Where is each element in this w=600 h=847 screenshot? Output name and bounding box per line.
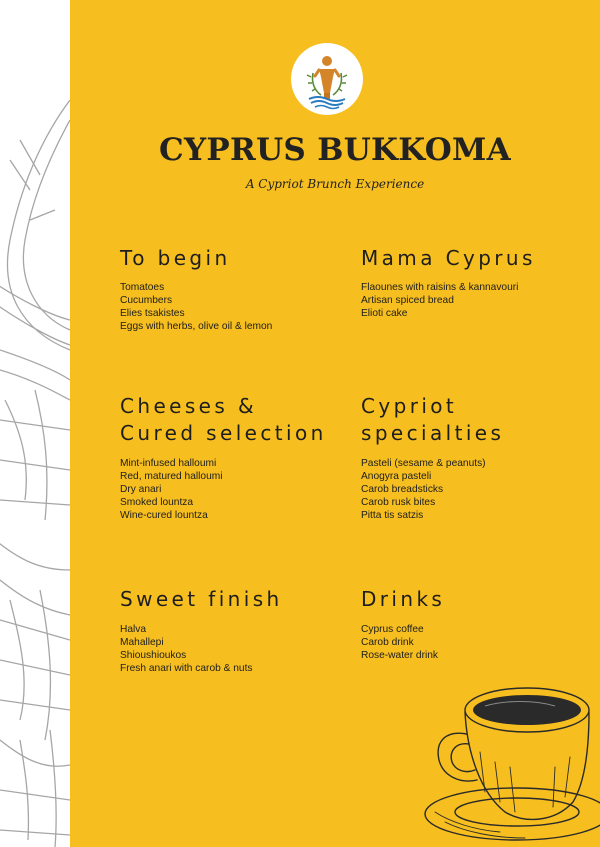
menu-item: Smoked lountza <box>120 497 194 508</box>
menu-item: Carob drink <box>361 637 414 648</box>
menu-item: Mint-infused halloumi <box>120 458 217 469</box>
menu-item: Shioushioukos <box>120 650 187 661</box>
menu-item: Elies tsakistes <box>120 308 185 319</box>
section-drinks <box>361 586 445 662</box>
menu-item: Flaounes with raisins & kannavouri <box>361 282 519 293</box>
menu-item: Fresh anari with carob & nuts <box>120 663 253 674</box>
menu-item: Halva <box>120 624 147 635</box>
menu-item: Red, matured halloumi <box>120 471 223 482</box>
section-title: Mama Cyprus <box>361 246 536 270</box>
menu-item: Pitta tis satzis <box>361 510 424 521</box>
sketch-vessel-icon <box>0 100 70 847</box>
menu-item: Pasteli (sesame & peanuts) <box>361 458 486 469</box>
section-cheeses-cured <box>120 393 327 522</box>
section-title: Drinks <box>361 587 446 611</box>
menu-item: Tomatoes <box>120 282 165 293</box>
section-title: Cheeses & Cured selection <box>120 394 327 445</box>
menu-item: Carob rusk bites <box>361 497 436 508</box>
section-mama-cyprus <box>361 245 536 320</box>
menu-item: Cucumbers <box>120 295 173 306</box>
menu-item: Artisan spiced bread <box>361 295 454 306</box>
section-title: To begin <box>120 246 231 270</box>
menu-item: Carob breadsticks <box>361 484 444 495</box>
menu-item: Dry anari <box>120 484 162 495</box>
section-title: Cypriot specialties <box>361 394 505 445</box>
idol-figure-logo-icon <box>291 43 363 115</box>
menu-item: Wine-cured lountza <box>120 510 208 521</box>
menu-item: Cyprus coffee <box>361 624 424 635</box>
section-title: Sweet finish <box>120 587 283 611</box>
menu-title: CYPRUS BUKKOMA <box>159 132 511 168</box>
menu-item: Rose-water drink <box>361 650 438 661</box>
menu-item: Anogyra pasteli <box>361 471 432 482</box>
section-to-begin <box>120 245 272 333</box>
coffee-cup-sketch-icon <box>405 672 600 847</box>
section-cypriot-specialties <box>361 393 504 522</box>
menu-item: Mahallepi <box>120 637 164 648</box>
section-sweet-finish <box>120 586 283 675</box>
menu-subtitle: A Cypriot Brunch Experience <box>245 177 425 191</box>
menu-item: Elioti cake <box>361 308 408 319</box>
left-decorative-strip <box>0 0 70 847</box>
menu-item: Eggs with herbs, olive oil & lemon <box>120 321 273 332</box>
